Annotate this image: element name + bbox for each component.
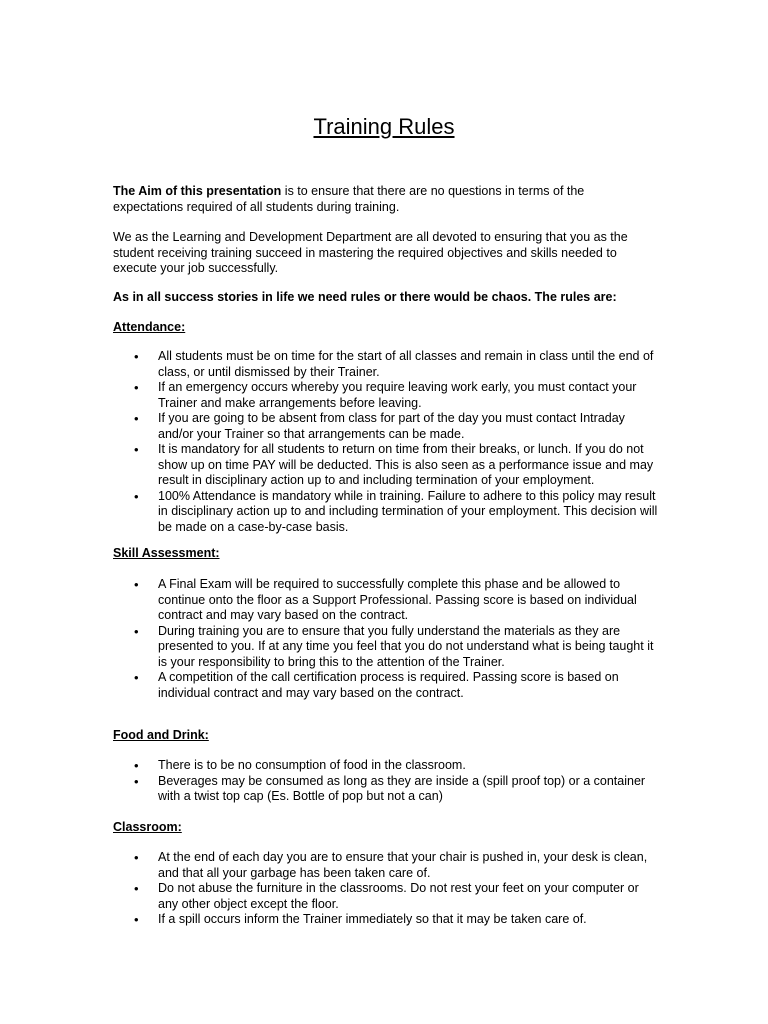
intro-rest: is to ensure that there are no questions in terms of the expectations required of all students during training. — [113, 184, 585, 214]
list-item: • If a spill occurs inform the Trainer immediately so that it may be taken care of. — [158, 912, 658, 928]
food-and-drink-heading: Food and Drink: — [113, 728, 209, 742]
list-item: • At the end of each day you are to ensure that your chair is pushed in, your desk is clean, and that all your garbage has been taken care of. — [158, 850, 658, 881]
list-item: • During training you are to ensure that you fully understand the materials as they are presented to you. If at any time you feel that you do not understand what is being taught it is your responsibility to bring this to the attention of the Trainer. — [158, 624, 658, 671]
food-and-drink-list — [158, 758, 658, 805]
list-item: • A competition of the call certification process is required. Passing score is based on individual contract and may vary based on the contract. — [158, 670, 658, 701]
list-item: • A Final Exam will be required to successfully complete this phase and be allowed to continue onto the floor as a Support Professional. Passing score is based on individual contract and may vary based on the contract. — [158, 577, 658, 624]
list-item: • If an emergency occurs whereby you require leaving work early, you must contact your Trainer and make arrangements before leaving. — [158, 380, 658, 411]
intro-paragraph — [113, 184, 653, 215]
list-item: • If you are going to be absent from class for part of the day you must contact Intraday and/or your Trainer so that arrangements can be made. — [158, 411, 658, 442]
list-item: • 100% Attendance is mandatory while in training. Failure to adhere to this policy may result in disciplinary action up to and including termination of your employment. This decision will be made on a case-by-case basis. — [158, 489, 658, 536]
list-item: • All students must be on time for the start of all classes and remain in class until the end of class, or until dismissed by their Trainer. — [158, 349, 658, 380]
skill-assessment-heading: Skill Assessment: — [113, 546, 220, 560]
intro-lead: The Aim of this presentation — [113, 184, 282, 198]
list-item: • There is to be no consumption of food in the classroom. — [158, 758, 658, 774]
page-title: Training Rules — [313, 114, 455, 139]
list-item: • It is mandatory for all students to return on time from their breaks, or lunch. If you do not show up on time PAY will be deducted. This is also seen as a performance issue and may result in disciplinary action up to and including termination of your employment. — [158, 442, 658, 489]
list-item: • Beverages may be consumed as long as they are inside a (spill proof top) or a container with a twist top cap (Es. Bottle of pop but not a can) — [158, 774, 658, 805]
skill-assessment-list — [158, 577, 658, 701]
attendance-heading: Attendance: — [113, 320, 186, 334]
rules-statement: As in all success stories in life we need rules or there would be chaos. The rules are: — [113, 290, 617, 304]
attendance-list — [158, 349, 658, 535]
list-item: • Do not abuse the furniture in the classrooms. Do not rest your feet on your computer or any other object except the floor. — [158, 881, 658, 912]
classroom-list — [158, 850, 658, 928]
department-paragraph: We as the Learning and Development Department are all devoted to ensuring that you as the student receiving training succeed in mastering the required objectives and skills needed to execute your job successfully. — [113, 230, 628, 275]
classroom-heading: Classroom: — [113, 820, 182, 834]
